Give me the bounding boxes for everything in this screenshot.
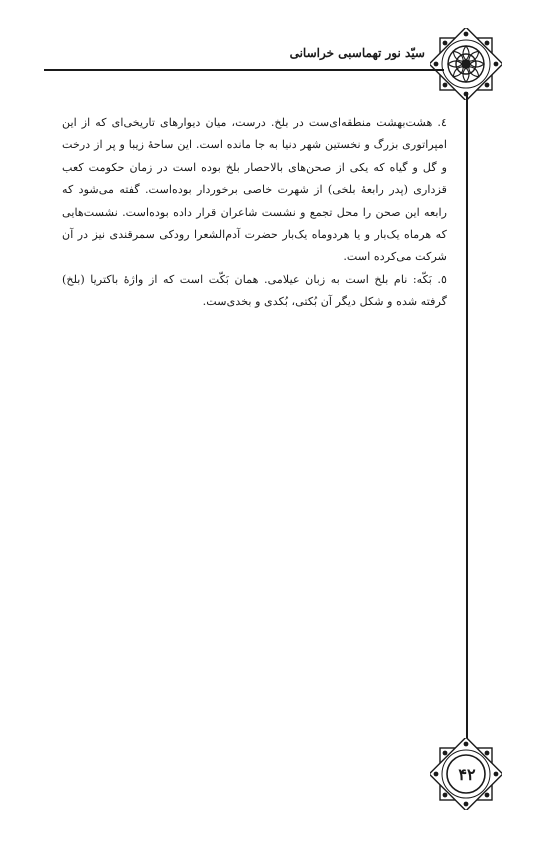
footnote-5: ٥. بَکّه: نام بلخ است به زبان عیلامی. همان بَکّت است که از واژۀ باکتریا (بلخ) گرفته شده و شکل دیگر آن بُکتی، بُکدی و بخدی‌ست. (62, 272, 447, 309)
running-header-title: سیّد نور تهماسبی خراسانی (289, 46, 425, 60)
page-number: ۴۲ (458, 765, 476, 784)
footnote-4: ٤. هشت‌بهشت منطقه‌ای‌ست در بلخ. درست، میان دیوارهای تاریخی‌ای که از این امپراتوری بزرگ و نخستین شهر دنیا به جا مانده است. این ساحۀ زیبا و پر از درخت و گل و گیاه که یکی از صحن‌های بالاحصار بلخ بوده است در زمان حکومت کعب قزداری (پدر رابعۀ بلخی) از شهرت خاصی برخوردار بوده‌است. گفته می‌شود که رابعه این صحن را محل تجمع و نشست شاعران قرار داده بوده‌است. نشست‌هایی که هرماه یک‌بار و یا هردوماه یک‌بار حضرت آدم‌الشعرا رودکی سمرقندی نیز در آن شرکت می‌کرده است. (62, 116, 447, 264)
header-rule (44, 69, 444, 71)
floral-star-ornament-icon (430, 28, 502, 100)
footnotes-block (62, 112, 447, 314)
margin-vertical-rule (466, 92, 468, 742)
